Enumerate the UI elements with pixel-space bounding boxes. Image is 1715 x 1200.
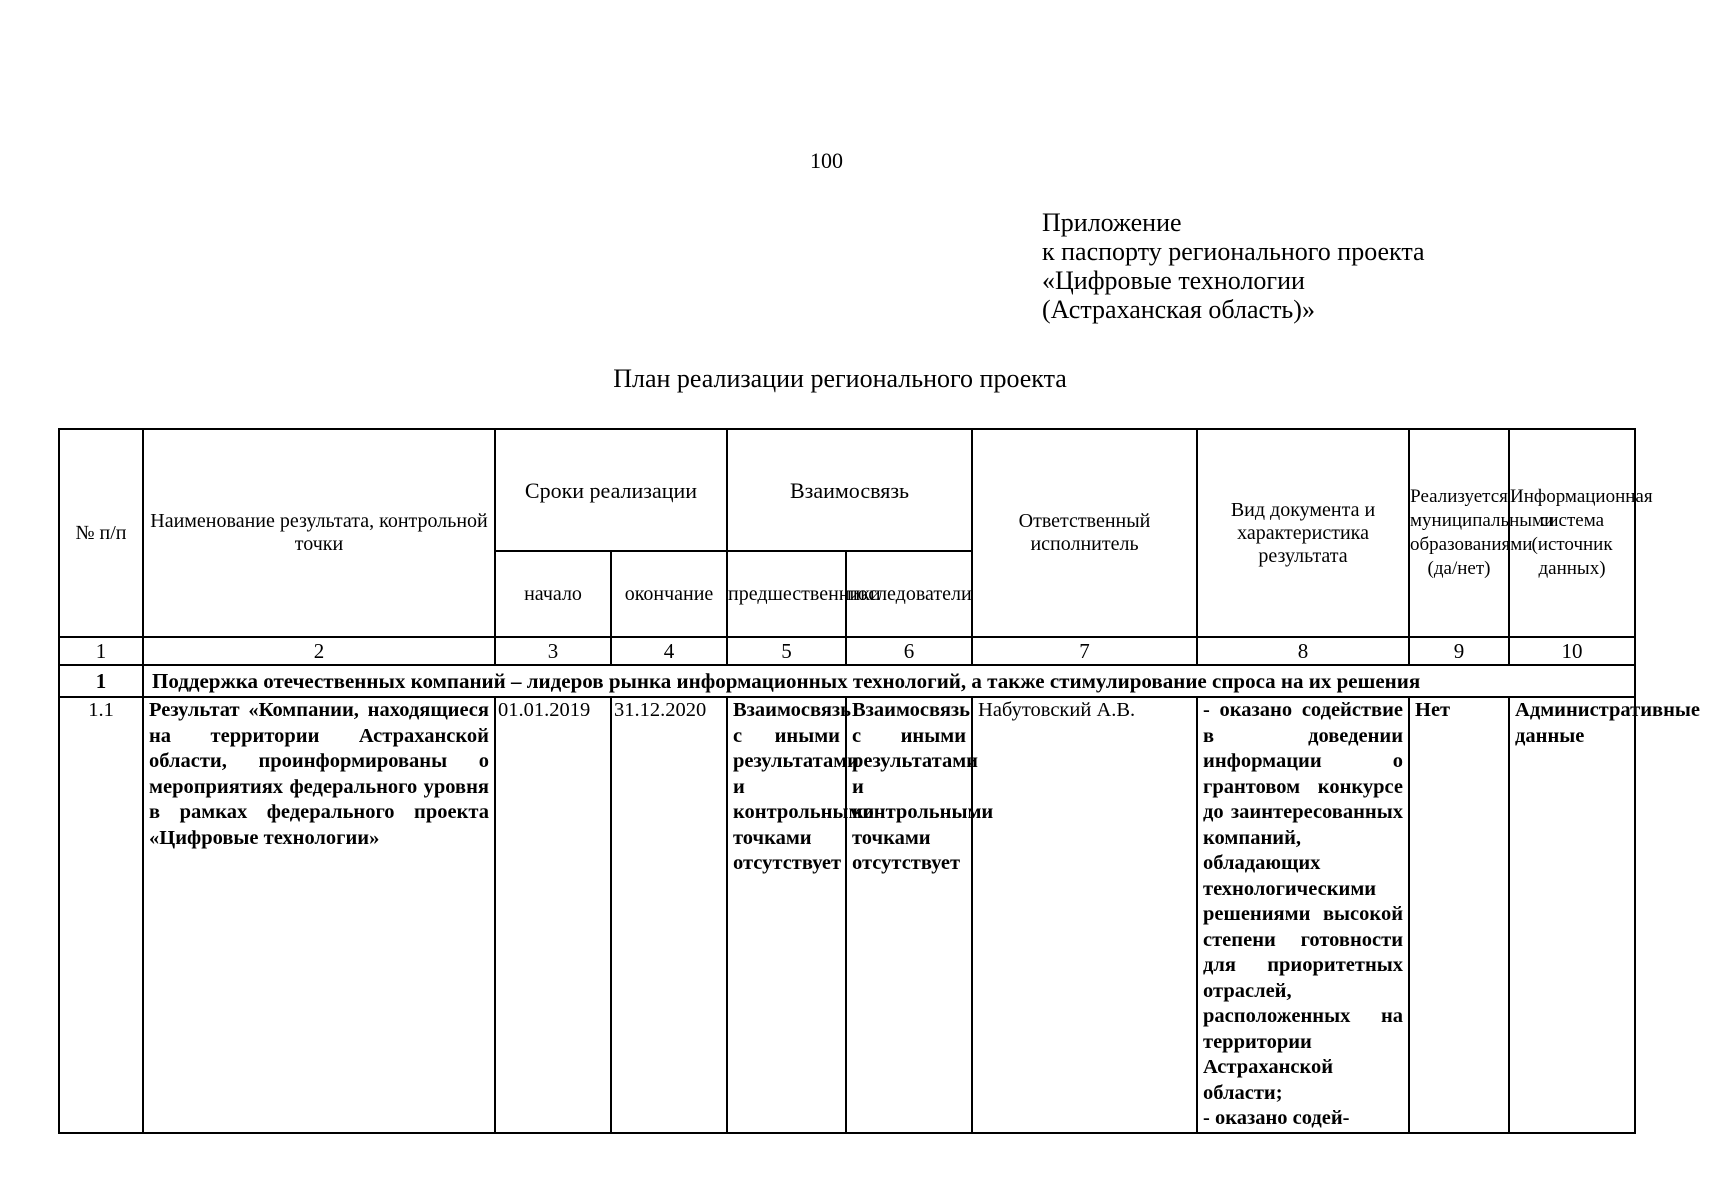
appendix-line-1: Приложение [1042,208,1182,237]
column-number: 4 [611,637,727,665]
header-doc-type: Вид документа и характеристика результата [1197,429,1409,637]
column-number: 7 [972,637,1197,665]
header-info-system: Информационная система (источник данных) [1509,429,1635,637]
page-number: 100 [810,148,843,173]
row-number: 1.1 [59,697,143,1133]
column-number: 1 [59,637,143,665]
column-number: 2 [143,637,495,665]
section-number: 1 [59,665,143,697]
plan-title: План реализации регионального проекта [613,364,1067,393]
appendix-line-4: (Астраханская область)» [1042,295,1315,324]
row-successors: Взаимосвязь с иными результатами и контрольными точками отсутствует [846,697,972,1133]
header-num: № п/п [59,429,143,637]
row-info-system: Административные данные [1509,697,1635,1133]
row-responsible: Набутовский А.В. [972,697,1197,1133]
row-predecessors: Взаимосвязь с иными результатами и контрольными точками отсутствует [727,697,846,1133]
section-title: Поддержка отечественных компаний – лидеров рынка информационных технологий, а также стимулирование спроса на их решения [143,665,1635,697]
table-row [59,697,1635,1133]
header-responsible: Ответственный исполнитель [972,429,1197,637]
row-doc-type: - оказано содействие в доведении информации о грантовом конкурсе до заинтересованных компаний, обладающих технологическими решениями высокой степени готовности для приоритетных отраслей, расположенных на территории Астраханской области; - оказано содей- [1203,699,1404,1129]
header-terms: Сроки реализации [495,429,727,551]
column-number: 8 [1197,637,1409,665]
row-end-date: 31.12.2020 [611,697,727,1133]
column-number: 10 [1509,637,1635,665]
row-municipal: Нет [1409,697,1509,1133]
column-number: 3 [495,637,611,665]
appendix-line-3: «Цифровые технологии [1042,266,1305,295]
header-end: окончание [611,551,727,637]
header-municipal: Реализуется муниципальными образованиями (да/нет) [1409,429,1509,637]
column-number: 5 [727,637,846,665]
column-number: 9 [1409,637,1509,665]
header-predecessors: предшественники [727,551,846,637]
row-start-date: 01.01.2019 [495,697,611,1133]
header-relation: Взаимосвязь [727,429,972,551]
appendix-line-2: к паспорту регионального проекта [1042,237,1425,266]
header-successors: последователи [846,551,972,637]
column-number: 6 [846,637,972,665]
appendix-header [1042,208,1425,324]
plan-table [58,428,1700,1134]
header-name: Наименование результата, контрольной точки [143,429,495,637]
header-start: начало [495,551,611,637]
row-result-name: Результат «Компании, находящиеся на территории Астраханской области, проинформированы о мероприятиях федерального уровня в рамках федерального проекта «Цифровые технологии» [143,697,495,1133]
